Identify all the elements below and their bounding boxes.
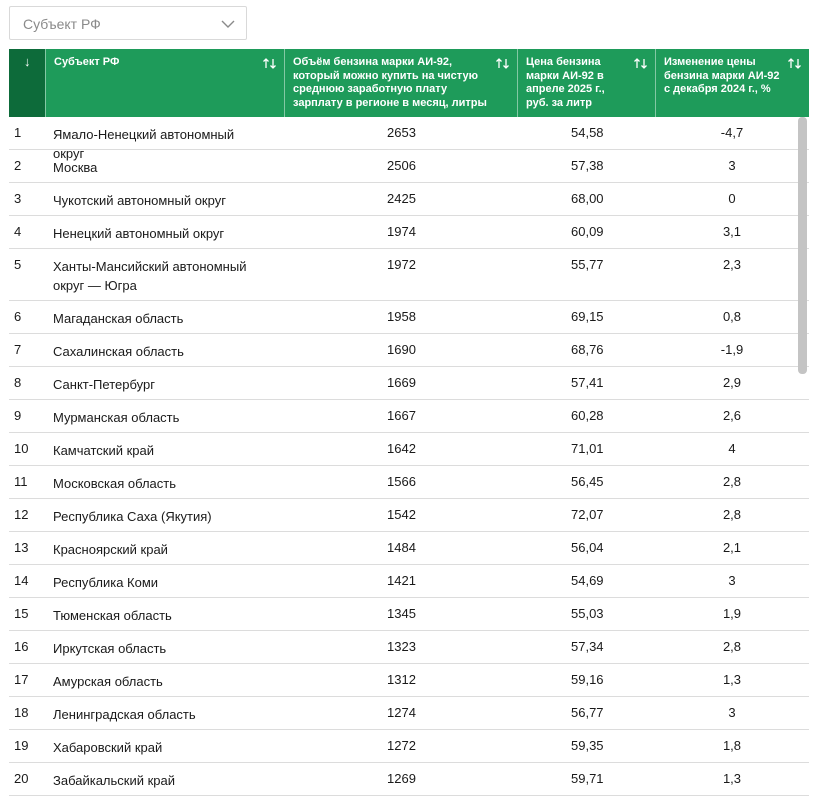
row-volume: 1421 bbox=[387, 573, 416, 588]
scrollbar-thumb[interactable] bbox=[798, 117, 807, 374]
row-volume: 1542 bbox=[387, 507, 416, 522]
table-row bbox=[9, 216, 809, 249]
row-volume: 1272 bbox=[387, 738, 416, 753]
row-price: 68,00 bbox=[571, 191, 604, 206]
row-volume: 1484 bbox=[387, 540, 416, 555]
row-volume: 1566 bbox=[387, 474, 416, 489]
column-header-label: Изменение цены бензина марки АИ-92 с декабря 2024 г., % bbox=[664, 56, 780, 95]
row-region: Московская область bbox=[53, 476, 177, 491]
row-volume: 1669 bbox=[387, 375, 416, 390]
table-row bbox=[9, 249, 809, 301]
row-change: 2,3 bbox=[722, 257, 742, 272]
row-price: 55,77 bbox=[571, 257, 604, 272]
row-rank: 18 bbox=[14, 705, 29, 720]
table-row bbox=[9, 117, 809, 161]
row-rank: 16 bbox=[14, 639, 29, 654]
column-header-price[interactable] bbox=[517, 49, 655, 117]
row-volume: 1974 bbox=[387, 224, 416, 239]
table-row bbox=[9, 466, 809, 499]
row-price: 57,38 bbox=[571, 158, 604, 173]
table-header bbox=[9, 49, 809, 117]
row-change: 2,6 bbox=[722, 408, 742, 423]
row-region: Мурманская область bbox=[53, 410, 180, 425]
row-change: 2,8 bbox=[722, 474, 742, 489]
table-row bbox=[9, 400, 809, 433]
table-row bbox=[9, 598, 809, 631]
table-row bbox=[9, 730, 809, 763]
row-region: Камчатский край bbox=[53, 443, 154, 458]
column-header-volume[interactable] bbox=[284, 49, 517, 117]
row-change: -1,9 bbox=[720, 342, 744, 357]
row-rank: 8 bbox=[14, 375, 22, 390]
row-volume: 1958 bbox=[387, 309, 416, 324]
sort-icon bbox=[495, 56, 510, 71]
row-volume: 1345 bbox=[387, 606, 416, 621]
row-price: 57,41 bbox=[571, 375, 604, 390]
row-price: 59,71 bbox=[571, 771, 604, 786]
column-header-region[interactable] bbox=[45, 49, 284, 117]
row-region: Ненецкий автономный округ bbox=[53, 226, 225, 241]
column-header-label: Субъект РФ bbox=[54, 56, 120, 68]
row-region: Чукотский автономный округ bbox=[53, 193, 226, 208]
row-rank: 5 bbox=[14, 257, 22, 272]
row-change: 1,3 bbox=[722, 672, 742, 687]
table-row bbox=[9, 150, 809, 183]
row-price: 56,77 bbox=[571, 705, 604, 720]
row-volume: 1323 bbox=[387, 639, 416, 654]
vertical-scrollbar[interactable] bbox=[798, 117, 807, 374]
row-rank: 3 bbox=[14, 191, 22, 206]
row-change: 1,9 bbox=[722, 606, 742, 621]
table-row bbox=[9, 763, 809, 796]
row-region: Амурская область bbox=[53, 674, 163, 689]
row-price: 56,04 bbox=[571, 540, 604, 555]
row-change: 0,8 bbox=[722, 309, 742, 324]
row-region: Ленинградская область bbox=[53, 707, 196, 722]
table-row bbox=[9, 631, 809, 664]
column-header-change[interactable] bbox=[655, 49, 809, 117]
row-rank: 17 bbox=[14, 672, 29, 687]
row-rank: 20 bbox=[14, 771, 29, 786]
row-rank: 11 bbox=[14, 474, 28, 489]
row-volume: 1269 bbox=[387, 771, 416, 786]
chevron-down-icon bbox=[220, 16, 236, 32]
row-volume: 1642 bbox=[387, 441, 416, 456]
table-row bbox=[9, 532, 809, 565]
table-row bbox=[9, 301, 809, 334]
sort-icon bbox=[633, 56, 648, 71]
row-region: Магаданская область bbox=[53, 311, 184, 326]
column-header-label: Цена бензина марки АИ-92 в апреле 2025 г., руб. за литр bbox=[526, 56, 605, 109]
row-volume: 2506 bbox=[387, 158, 416, 173]
row-volume: 1972 bbox=[387, 257, 416, 272]
row-rank: 6 bbox=[14, 309, 22, 324]
row-volume: 1667 bbox=[387, 408, 416, 423]
table-body bbox=[9, 117, 809, 796]
row-change: 3,1 bbox=[722, 224, 742, 239]
table-row bbox=[9, 499, 809, 532]
row-change: 2,9 bbox=[722, 375, 742, 390]
data-table bbox=[9, 49, 809, 796]
row-change: 3 bbox=[728, 573, 736, 588]
row-change: 2,1 bbox=[722, 540, 742, 555]
row-volume: 1274 bbox=[387, 705, 416, 720]
table-row bbox=[9, 664, 809, 697]
row-rank: 10 bbox=[14, 441, 29, 456]
table-row bbox=[9, 183, 809, 216]
row-price: 57,34 bbox=[571, 639, 604, 654]
row-rank: 13 bbox=[14, 540, 29, 555]
row-rank: 9 bbox=[14, 408, 22, 423]
row-rank: 4 bbox=[14, 224, 22, 239]
row-change: 1,3 bbox=[722, 771, 742, 786]
row-change: 2,8 bbox=[722, 639, 742, 654]
row-region: Ямало-Ненецкий автономный округ bbox=[53, 127, 235, 161]
row-volume: 2653 bbox=[387, 125, 416, 140]
row-rank: 2 bbox=[14, 158, 22, 173]
row-volume: 1690 bbox=[387, 342, 416, 357]
row-region: Республика Коми bbox=[53, 575, 159, 590]
table-row bbox=[9, 367, 809, 400]
row-price: 54,58 bbox=[571, 125, 604, 140]
row-rank: 1 bbox=[14, 125, 22, 140]
row-rank: 12 bbox=[14, 507, 29, 522]
table-row bbox=[9, 697, 809, 730]
row-rank: 14 bbox=[14, 573, 29, 588]
sort-arrow-down-icon: ↓ bbox=[24, 54, 31, 69]
region-filter-placeholder: Субъект РФ bbox=[23, 16, 101, 32]
sort-icon bbox=[787, 56, 802, 71]
region-filter-dropdown[interactable] bbox=[9, 6, 247, 40]
row-rank: 19 bbox=[14, 738, 29, 753]
table-row bbox=[9, 334, 809, 367]
row-change: -4,7 bbox=[720, 125, 744, 140]
row-change: 0 bbox=[728, 191, 736, 206]
table-row bbox=[9, 433, 809, 466]
row-region: Тюменская область bbox=[53, 608, 172, 623]
column-header-label: Объём бензина марки АИ-92, который можно купить на чистую среднюю заработную плату зарплату в регионе в месяц, литры bbox=[293, 56, 487, 109]
row-price: 59,16 bbox=[571, 672, 604, 687]
row-volume: 1312 bbox=[387, 672, 416, 687]
row-region: Москва bbox=[53, 160, 98, 175]
row-change: 4 bbox=[728, 441, 736, 456]
rank-column-header[interactable] bbox=[9, 49, 45, 117]
row-region: Ханты-Мансийский автономный округ — Югра bbox=[53, 259, 247, 293]
row-region: Сахалинская область bbox=[53, 344, 184, 359]
row-price: 55,03 bbox=[571, 606, 604, 621]
row-price: 60,28 bbox=[571, 408, 604, 423]
row-price: 71,01 bbox=[571, 441, 604, 456]
sort-icon bbox=[262, 56, 277, 71]
row-volume: 2425 bbox=[387, 191, 416, 206]
row-change: 3 bbox=[728, 158, 736, 173]
row-price: 69,15 bbox=[571, 309, 604, 324]
row-change: 3 bbox=[728, 705, 736, 720]
row-price: 54,69 bbox=[571, 573, 604, 588]
row-price: 56,45 bbox=[571, 474, 604, 489]
row-price: 59,35 bbox=[571, 738, 604, 753]
row-price: 60,09 bbox=[571, 224, 604, 239]
row-region: Хабаровский край bbox=[53, 740, 163, 755]
row-price: 72,07 bbox=[571, 507, 604, 522]
row-region: Санкт-Петербург bbox=[53, 377, 155, 392]
row-region: Республика Саха (Якутия) bbox=[53, 509, 212, 524]
row-change: 2,8 bbox=[722, 507, 742, 522]
row-rank: 7 bbox=[14, 342, 22, 357]
table-row bbox=[9, 565, 809, 598]
row-region: Красноярский край bbox=[53, 542, 168, 557]
row-price: 68,76 bbox=[571, 342, 604, 357]
row-region: Забайкальский край bbox=[53, 773, 176, 788]
row-change: 1,8 bbox=[722, 738, 742, 753]
row-rank: 15 bbox=[14, 606, 29, 621]
row-region: Иркутская область bbox=[53, 641, 167, 656]
